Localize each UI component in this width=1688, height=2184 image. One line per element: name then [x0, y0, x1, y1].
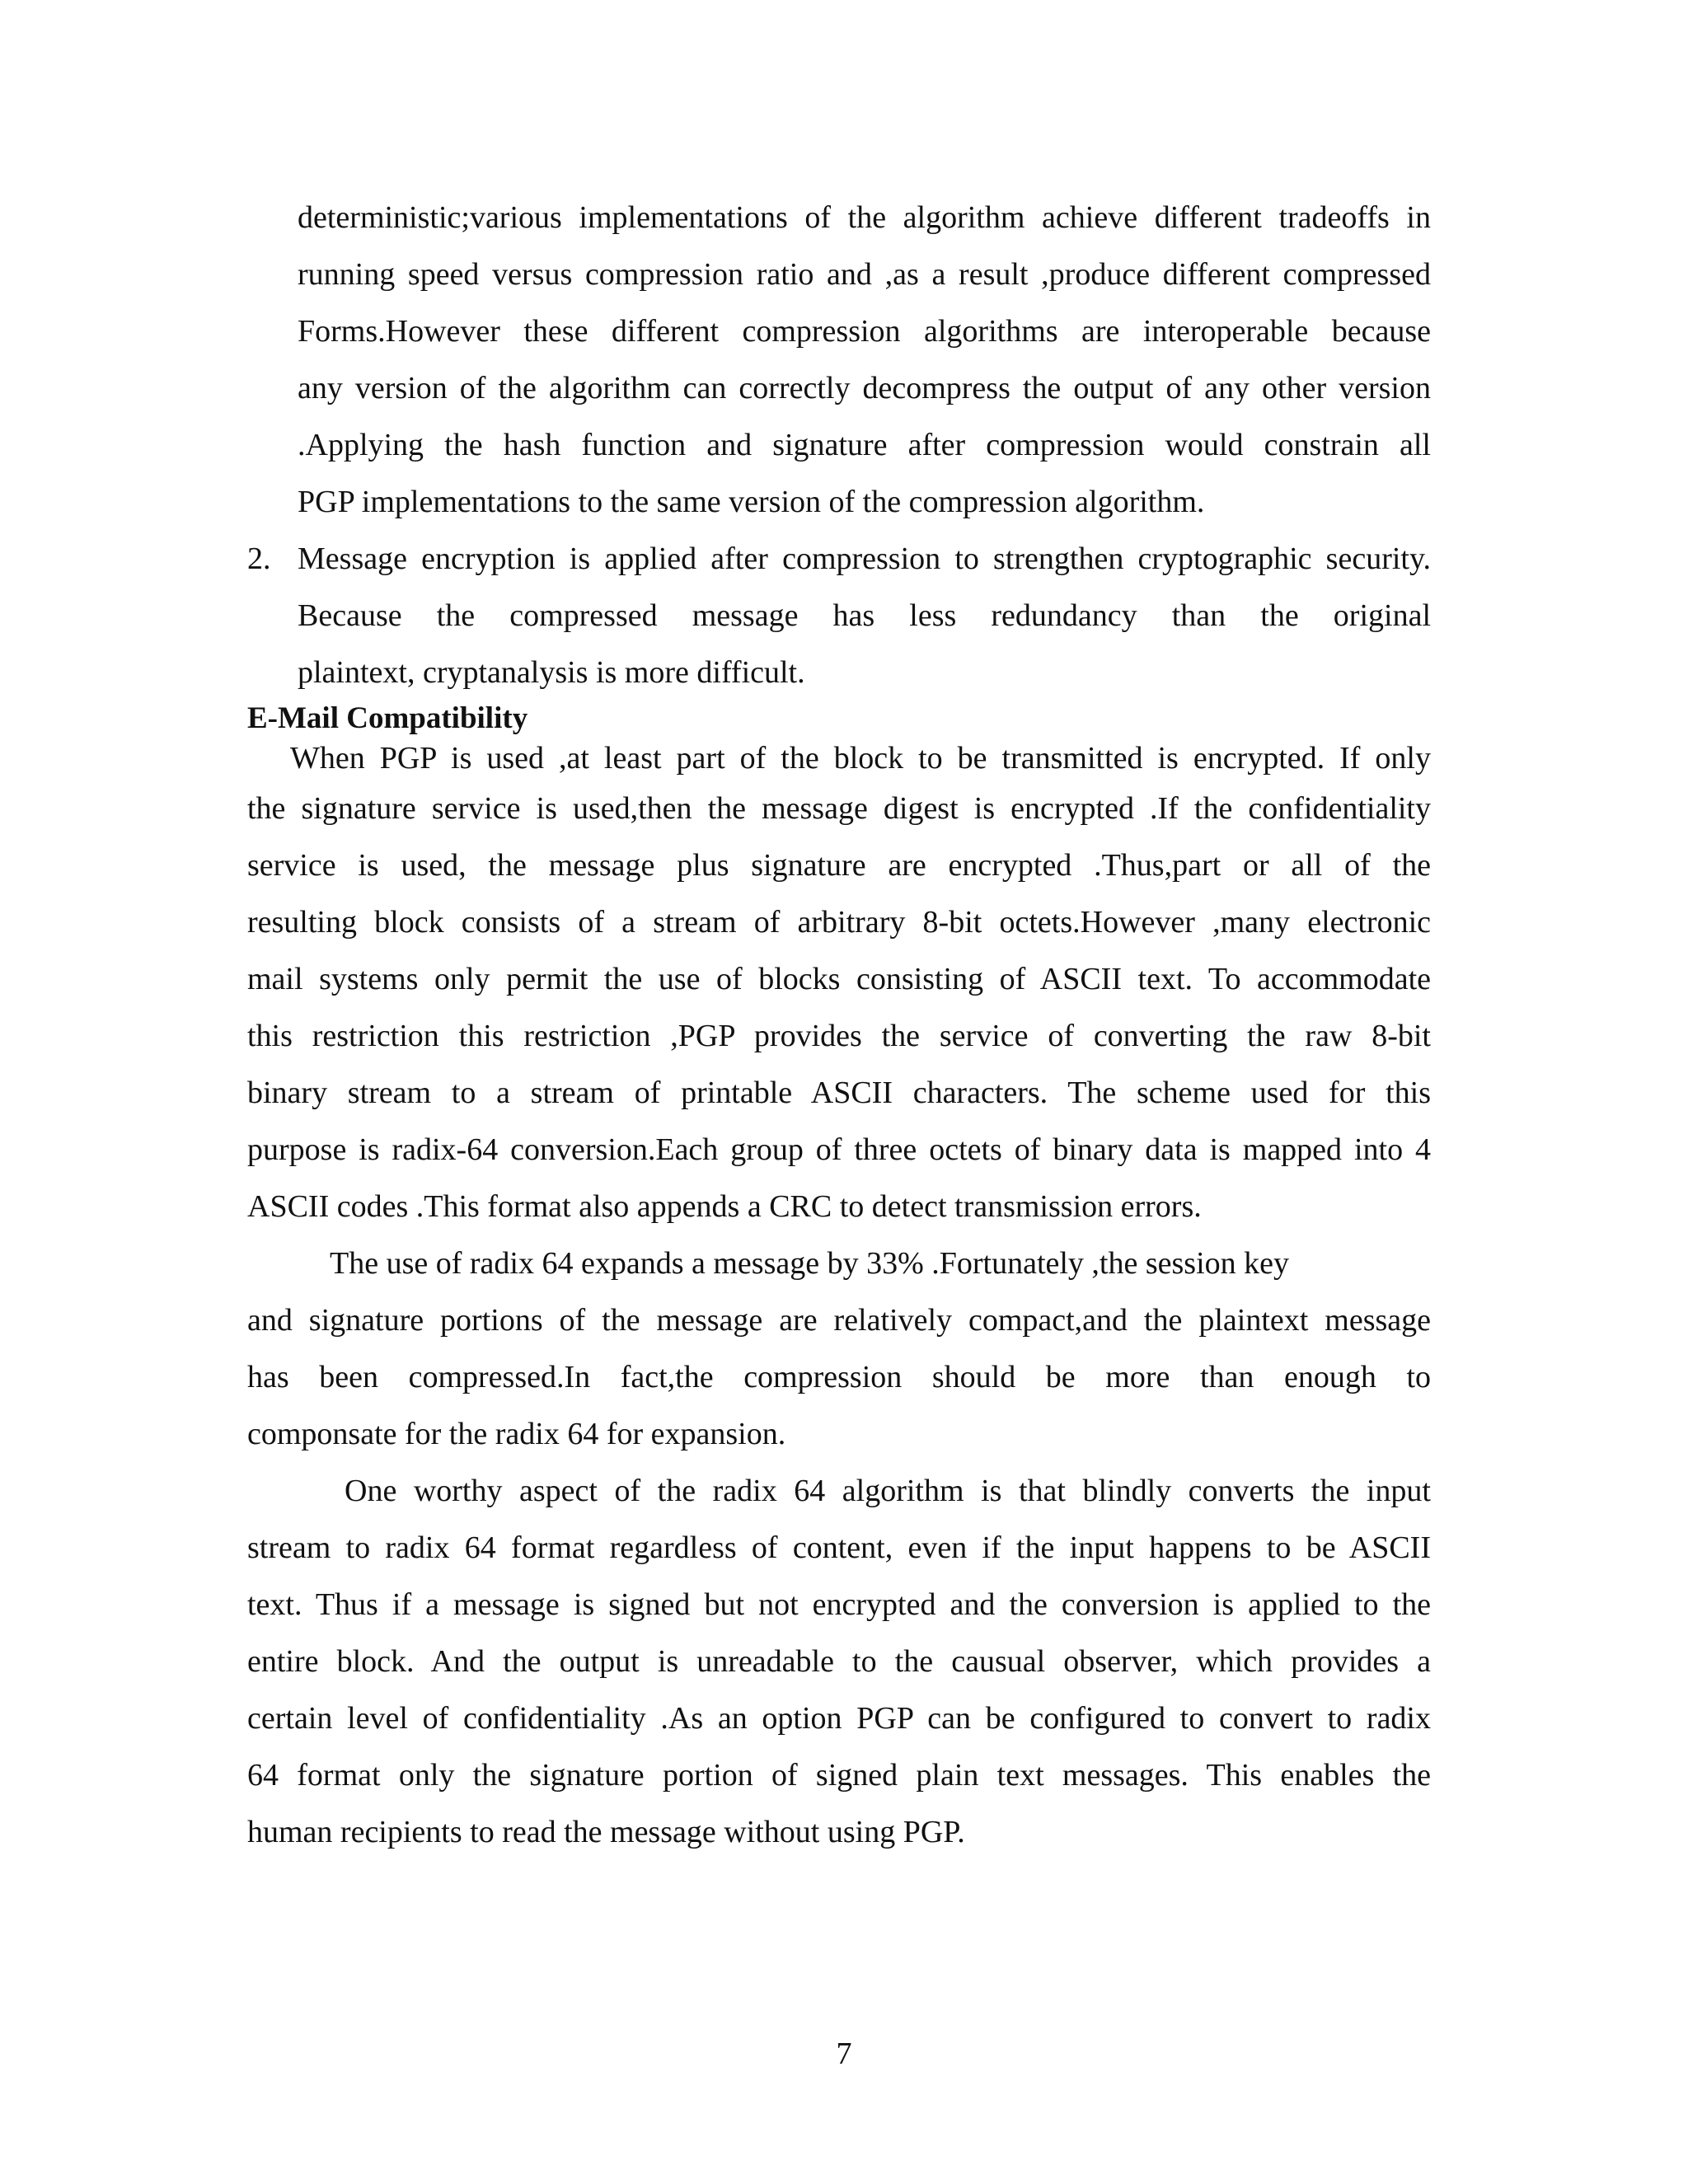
- text-line: Because the compressed message has less redundancy than the original: [298, 598, 1431, 633]
- text-line: and signature portions of the message are relatively compact,and the plaintext message: [247, 1303, 1431, 1338]
- text-line: resulting block consists of a stream of arbitrary 8-bit octets.However ,many electronic: [247, 905, 1431, 940]
- text-line: human recipients to read the message without using PGP.: [247, 1815, 965, 1849]
- text-line: mail systems only permit the use of blocks consisting of ASCII text. To accommodate: [247, 962, 1431, 996]
- list-marker: 2.: [247, 541, 271, 576]
- paragraph-radix64-blind-conversion: [247, 1463, 1431, 1861]
- text-line: plaintext, cryptanalysis is more difficult.: [298, 655, 805, 690]
- text-line: binary stream to a stream of printable ASCII characters. The scheme used for this: [247, 1076, 1431, 1110]
- text-line: .Applying the hash function and signature after compression would constrain all: [298, 428, 1431, 462]
- text-line: text. Thus if a message is signed but not encrypted and the conversion is applied to the: [247, 1587, 1431, 1622]
- text-line: 64 format only the signature portion of signed plain text messages. This enables the: [247, 1758, 1431, 1793]
- text-line: One worthy aspect of the radix 64 algorithm is that blindly converts the input: [345, 1474, 1431, 1508]
- text-line: this restriction this restriction ,PGP provides the service of converting the raw 8-bit: [247, 1019, 1431, 1053]
- page-number: 7: [836, 2036, 852, 2071]
- text-line: the signature service is used,then the message digest is encrypted .If the confidentiality: [247, 791, 1431, 826]
- paragraph-radix64-expansion: [247, 1235, 1431, 1463]
- list-item-text: Message encryption is applied after compression to strengthen cryptographic security.: [298, 541, 1431, 576]
- section-heading: E-Mail Compatibility: [247, 701, 528, 735]
- paragraph-email-compatibility: [247, 736, 1431, 1235]
- text-line: componsate for the radix 64 for expansion.: [247, 1417, 786, 1451]
- list-item-2: [247, 531, 1431, 701]
- text-line: entire block. And the output is unreadable to the causual observer, which provides a: [247, 1644, 1431, 1679]
- list-item-1-continuation: [247, 190, 1431, 531]
- text-line: running speed versus compression ratio and ,as a result ,produce different compressed: [298, 257, 1431, 292]
- text-line: has been compressed.In fact,the compression should be more than enough to: [247, 1360, 1431, 1394]
- text-line: stream to radix 64 format regardless of content, even if the input happens to be ASCII: [247, 1530, 1431, 1565]
- page-body: [247, 190, 1431, 1861]
- text-line: ASCII codes .This format also appends a CRC to detect transmission errors.: [247, 1189, 1202, 1224]
- text-line: any version of the algorithm can correctly decompress the output of any other version: [298, 371, 1431, 405]
- text-line: service is used, the message plus signature are encrypted .Thus,part or all of the: [247, 848, 1431, 883]
- text-line: certain level of confidentiality .As an option PGP can be configured to convert to radix: [247, 1701, 1431, 1736]
- text-line: The use of radix 64 expands a message by 33% .Fortunately ,the session key: [330, 1246, 1290, 1281]
- text-line: purpose is radix-64 conversion.Each group of three octets of binary data is mapped into 4: [247, 1132, 1431, 1167]
- text-line: When PGP is used ,at least part of the block to be transmitted is encrypted. If only: [290, 741, 1431, 776]
- text-line: PGP implementations to the same version of the compression algorithm.: [298, 485, 1205, 519]
- text-line: [247, 531, 1431, 588]
- text-line: Forms.However these different compression algorithms are interoperable because: [298, 314, 1431, 349]
- text-line: deterministic;various implementations of the algorithm achieve different tradeoffs in: [298, 200, 1431, 235]
